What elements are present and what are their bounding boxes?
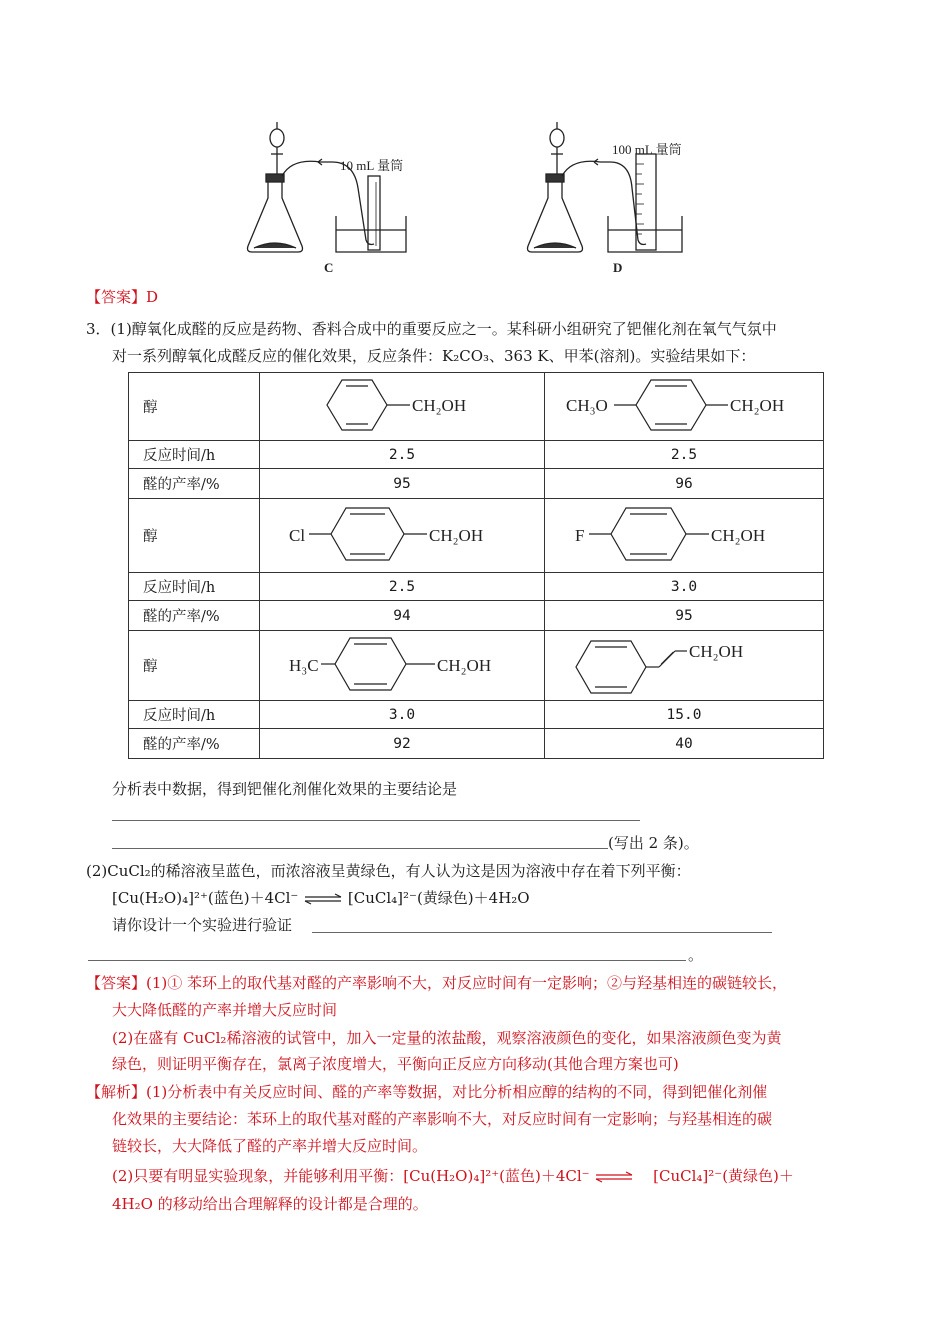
answer-text: (1)① 苯环上的取代基对醛的产率影响不大，对反应时间有一定影响；②与羟基相连的碳链较长， [146, 974, 788, 992]
cylinder-c-label: 10 mL 量筒 [340, 158, 404, 173]
answer-2-line3: (2)在盛有 CuCl₂稀溶液的试管中，加入一定量的浓盐酸，观察溶液颜色的变化，如果溶液颜色变为黄 [112, 1029, 782, 1047]
analysis-text: (1)分析表中有关反应时间、醛的产率等数据，对比分析相应醇的结构的不同，得到钯催化剂催 [146, 1083, 768, 1101]
table-cell: 2.5 [260, 573, 545, 601]
question-part2: (2)CuCl₂的稀溶液呈蓝色，而浓溶液呈黄绿色，有人认为这是因为溶液中存在着下列平衡： [86, 862, 691, 880]
analysis-text: [CuCl₄]²⁻(黄绿色)＋ [653, 1167, 794, 1185]
table-row [129, 499, 824, 573]
figure-c-label: C [324, 260, 334, 275]
analysis-line5: 4H₂O 的移动给出合理解释的设计都是合理的。 [112, 1195, 428, 1213]
row-label: 醛的产率/% [129, 601, 260, 631]
design-blank-line[interactable] [88, 960, 686, 961]
table-row [129, 631, 824, 701]
table-row [129, 469, 824, 499]
question-text: (1)醇氧化成醛的反应是药物、香料合成中的重要反应之一。某科研小组研究了钯催化剂在氧气气氛中 [110, 320, 777, 338]
structure-methylbenzyl-alcohol [260, 631, 545, 701]
row-label: 醇 [129, 499, 260, 573]
results-table [128, 372, 824, 759]
row-label: 醇 [129, 373, 260, 441]
answer-2-line1 [86, 972, 787, 993]
svg-text:Cl: Cl [289, 525, 306, 545]
table-cell: 2.5 [545, 441, 824, 469]
answer-2-line4: 绿色，则证明平衡存在，氯离子浓度增大，平衡向正反应方向移动(其他合理方案也可) [112, 1055, 679, 1073]
question-3-line2: 对一系列醇氧化成醛反应的催化效果，反应条件：K₂CO₃、363 K、甲苯(溶剂)。实验结果如下： [112, 347, 756, 365]
svg-text:CH₂OH: CH₂OH [412, 395, 467, 415]
table-row [129, 601, 824, 631]
svg-text:CH₃O: CH₃O [566, 395, 608, 415]
structure-cinnamyl-alcohol [545, 631, 824, 701]
table-cell: 3.0 [545, 573, 824, 601]
table-row [129, 701, 824, 729]
row-label: 反应时间/h [129, 573, 260, 601]
answer-blank-line[interactable] [112, 820, 640, 821]
table-cell: 92 [260, 729, 545, 759]
answer-tag: 【答案】 [86, 288, 147, 306]
svg-text:CH₂OH: CH₂OH [711, 525, 766, 545]
answer-tag: 【答案】 [86, 974, 147, 992]
equation-right: [CuCl₄]²⁻(黄绿色)＋4H₂O [347, 889, 530, 907]
design-blank-line[interactable] [312, 932, 772, 933]
table-row [129, 573, 824, 601]
answer-1 [86, 286, 158, 307]
table-cell: 96 [545, 469, 824, 499]
table-cell: 40 [545, 729, 824, 759]
equilibrium-arrow-icon [303, 893, 343, 905]
table-cell: 3.0 [260, 701, 545, 729]
structure-chlorobenzyl-alcohol [260, 499, 545, 573]
equation-left: [Cu(H₂O)₄]²⁺(蓝色)＋4Cl⁻ [112, 889, 299, 907]
row-label: 反应时间/h [129, 701, 260, 729]
svg-text:CH₂OH: CH₂OH [689, 641, 744, 661]
svg-text:CH₂OH: CH₂OH [429, 525, 484, 545]
table-row [129, 729, 824, 759]
analysis-prompt: 分析表中数据，得到钯催化剂催化效果的主要结论是 [112, 780, 458, 798]
row-label: 醛的产率/% [129, 729, 260, 759]
table-row [129, 373, 824, 441]
analysis-line1 [86, 1081, 767, 1102]
analysis-tag: 【解析】 [86, 1083, 147, 1101]
table-cell: 95 [260, 469, 545, 499]
svg-text:H₃C: H₃C [289, 655, 319, 675]
write-two-note: (写出 2 条)。 [608, 834, 699, 852]
table-cell: 95 [545, 601, 824, 631]
structure-methoxybenzyl-alcohol [545, 373, 824, 441]
row-label: 反应时间/h [129, 441, 260, 469]
svg-text:CH₂OH: CH₂OH [437, 655, 492, 675]
end-mark: 。 [688, 946, 704, 964]
analysis-line3: 链较长，大大降低了醛的产率并增大反应时间。 [112, 1137, 428, 1155]
apparatus-figure [240, 118, 720, 278]
answer-blank-line[interactable] [112, 848, 608, 849]
svg-text:F: F [575, 525, 585, 545]
equilibrium-equation [112, 887, 530, 908]
table-cell: 2.5 [260, 441, 545, 469]
structure-fluorobenzyl-alcohol [545, 499, 824, 573]
table-row [129, 441, 824, 469]
apparatus-c [248, 122, 407, 252]
analysis-text: (2)只要有明显实验现象，并能够利用平衡：[Cu(H₂O)₄]²⁺(蓝色)＋4Cl⁻ [112, 1167, 590, 1185]
row-label: 醇 [129, 631, 260, 701]
table-cell: 94 [260, 601, 545, 631]
question-3-line1 [86, 318, 777, 339]
analysis-line2: 化效果的主要结论：苯环上的取代基对醛的产率影响不大，对反应时间有一定影响；与羟基相连的碳 [112, 1110, 773, 1128]
structure-benzyl-alcohol [260, 373, 545, 441]
analysis-line4 [112, 1165, 794, 1186]
table-cell: 15.0 [545, 701, 824, 729]
svg-text:CH₂OH: CH₂OH [730, 395, 785, 415]
figure-d-label: D [613, 260, 623, 275]
answer-2-line2: 大大降低醛的产率并增大反应时间 [112, 1001, 338, 1019]
design-prompt: 请你设计一个实验进行验证 [112, 916, 293, 934]
row-label: 醛的产率/% [129, 469, 260, 499]
answer-value: D [146, 288, 159, 306]
question-number: 3． [86, 320, 111, 338]
cylinder-d-label: 100 mL 量筒 [612, 142, 682, 157]
equilibrium-arrow-icon [594, 1171, 634, 1183]
